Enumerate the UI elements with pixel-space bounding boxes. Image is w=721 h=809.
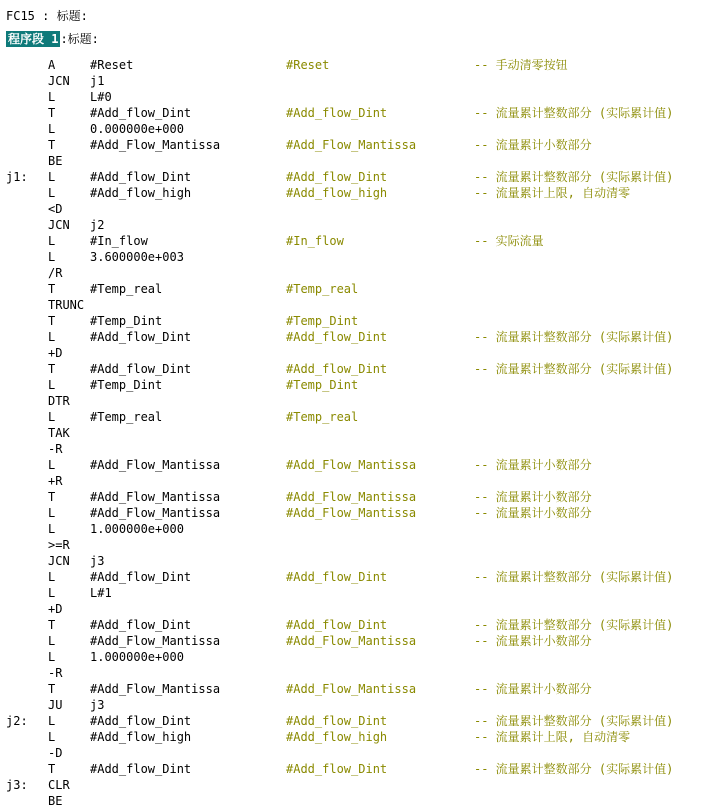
symbol-name: #Add_Flow_Mantissa	[286, 138, 417, 152]
operand: L#1	[90, 586, 112, 600]
instruction: T	[48, 682, 56, 696]
operand: #Add_Flow_Mantissa	[90, 138, 221, 152]
line-label: j3:	[6, 778, 28, 792]
symbol-name: #Add_Flow_Mantissa	[286, 682, 417, 696]
instruction: JCN	[48, 218, 70, 232]
operand: #Add_flow_Dint	[90, 362, 192, 376]
code-line[interactable]	[0, 281, 721, 297]
symbol-name: #Add_Flow_Mantissa	[286, 506, 417, 520]
symbol-name: #Temp_Dint	[286, 314, 359, 328]
operand: L#0	[90, 90, 112, 104]
code-line[interactable]	[0, 537, 721, 553]
instruction: L	[48, 730, 56, 744]
network-label[interactable]: 程序段 1	[8, 32, 59, 46]
code-line[interactable]	[0, 505, 721, 521]
operand: #Add_flow_Dint	[90, 714, 192, 728]
code-line[interactable]	[0, 153, 721, 169]
symbol-name: #Add_flow_high	[286, 186, 388, 200]
code-line[interactable]	[0, 249, 721, 265]
code-line[interactable]	[0, 441, 721, 457]
instruction: L	[48, 714, 56, 728]
operand: #Add_flow_Dint	[90, 570, 192, 584]
operand: 1.000000e+000	[90, 522, 184, 536]
symbol-comment: -- 流量累计小数部分	[474, 458, 592, 472]
symbol-name: #Add_flow_Dint	[286, 170, 388, 184]
instruction: BE	[48, 794, 63, 808]
code-line[interactable]	[0, 617, 721, 633]
instruction: T	[48, 314, 56, 328]
symbol-name: #Add_flow_Dint	[286, 570, 388, 584]
code-line[interactable]	[0, 201, 721, 217]
code-line[interactable]	[0, 377, 721, 393]
code-line[interactable]	[0, 185, 721, 201]
operand: #Temp_real	[90, 282, 163, 296]
code-line[interactable]	[0, 457, 721, 473]
symbol-comment: -- 流量累计整数部分 (实际累计值)	[474, 362, 674, 376]
code-line[interactable]	[0, 73, 721, 89]
symbol-comment: -- 流量累计小数部分	[474, 634, 592, 648]
instruction: T	[48, 362, 56, 376]
code-line[interactable]	[0, 761, 721, 777]
symbol-name: #Temp_real	[286, 410, 359, 424]
symbol-comment: -- 流量累计整数部分 (实际累计值)	[474, 106, 674, 120]
code-line[interactable]	[0, 89, 721, 105]
symbol-name: #Add_flow_Dint	[286, 714, 388, 728]
code-line[interactable]	[0, 169, 721, 185]
instruction: L	[48, 650, 56, 664]
instruction: CLR	[48, 778, 70, 792]
network-header[interactable]	[6, 31, 99, 47]
instruction: -R	[48, 666, 63, 680]
instruction: +D	[48, 602, 63, 616]
instruction: L	[48, 410, 56, 424]
code-line[interactable]	[0, 313, 721, 329]
symbol-name: #Temp_real	[286, 282, 359, 296]
code-line[interactable]	[0, 713, 721, 729]
symbol-name: #Add_flow_Dint	[286, 106, 388, 120]
code-line[interactable]	[0, 681, 721, 697]
operand: #Temp_real	[90, 410, 163, 424]
symbol-comment: -- 流量累计上限, 自动清零	[474, 730, 631, 744]
code-line[interactable]	[0, 601, 721, 617]
operand: j1	[90, 74, 105, 88]
operand: #In_flow	[90, 234, 148, 248]
instruction: A	[48, 58, 56, 72]
symbol-comment: -- 流量累计整数部分 (实际累计值)	[474, 570, 674, 584]
symbol-name: #Add_flow_high	[286, 730, 388, 744]
instruction: L	[48, 90, 56, 104]
instruction: +R	[48, 474, 63, 488]
symbol-name: #Add_flow_Dint	[286, 330, 388, 344]
symbol-name: #Add_Flow_Mantissa	[286, 490, 417, 504]
instruction: JCN	[48, 74, 70, 88]
instruction: T	[48, 282, 56, 296]
symbol-comment: -- 流量累计整数部分 (实际累计值)	[474, 330, 674, 344]
instruction: -R	[48, 442, 63, 456]
code-line[interactable]	[0, 297, 721, 313]
symbol-name: #Add_Flow_Mantissa	[286, 458, 417, 472]
code-line[interactable]	[0, 409, 721, 425]
symbol-name: #Temp_Dint	[286, 378, 359, 392]
instruction: L	[48, 586, 56, 600]
code-line[interactable]	[0, 585, 721, 601]
code-line[interactable]	[0, 665, 721, 681]
instruction: <D	[48, 202, 63, 216]
code-line[interactable]	[0, 329, 721, 345]
code-line[interactable]	[0, 777, 721, 793]
instruction: L	[48, 378, 56, 392]
operand: #Add_flow_high	[90, 730, 192, 744]
code-line[interactable]	[0, 137, 721, 153]
operand: #Add_Flow_Mantissa	[90, 490, 221, 504]
symbol-name: #Add_flow_Dint	[286, 618, 388, 632]
instruction: JCN	[48, 554, 70, 568]
symbol-comment: -- 实际流量	[474, 234, 544, 248]
operand: j3	[90, 554, 105, 568]
symbol-comment: -- 流量累计整数部分 (实际累计值)	[474, 714, 674, 728]
instruction: L	[48, 522, 56, 536]
instruction: /R	[48, 266, 63, 280]
code-line[interactable]	[0, 121, 721, 137]
code-line[interactable]	[0, 521, 721, 537]
operand: #Temp_Dint	[90, 378, 163, 392]
symbol-name: #Add_flow_Dint	[286, 362, 388, 376]
instruction: L	[48, 250, 56, 264]
symbol-name: #Reset	[286, 58, 330, 72]
code-line[interactable]	[0, 697, 721, 713]
operand: #Add_flow_Dint	[90, 170, 192, 184]
instruction: L	[48, 634, 56, 648]
operand: 1.000000e+000	[90, 650, 184, 664]
symbol-comment: -- 流量累计上限, 自动清零	[474, 186, 631, 200]
symbol-name: #Add_flow_Dint	[286, 762, 388, 776]
symbol-comment: -- 手动清零按钮	[474, 58, 568, 72]
instruction: L	[48, 186, 56, 200]
symbol-comment: -- 流量累计整数部分 (实际累计值)	[474, 618, 674, 632]
operand: #Add_Flow_Mantissa	[90, 506, 221, 520]
symbol-comment: -- 流量累计小数部分	[474, 138, 592, 152]
code-line[interactable]	[0, 745, 721, 761]
instruction: L	[48, 170, 56, 184]
code-line[interactable]	[0, 793, 721, 809]
block-title: FC15 : 标题:	[6, 9, 88, 23]
instruction: L	[48, 506, 56, 520]
line-label: j2:	[6, 714, 28, 728]
operand: 0.000000e+000	[90, 122, 184, 136]
code-line[interactable]	[0, 633, 721, 649]
instruction: T	[48, 762, 56, 776]
code-line[interactable]	[0, 217, 721, 233]
operand: #Add_flow_Dint	[90, 762, 192, 776]
operand: #Reset	[90, 58, 134, 72]
instruction: L	[48, 570, 56, 584]
instruction: +D	[48, 346, 63, 360]
symbol-comment: -- 流量累计小数部分	[474, 506, 592, 520]
code-line[interactable]	[0, 473, 721, 489]
operand: j3	[90, 698, 105, 712]
instruction: TRUNC	[48, 298, 85, 312]
operand: #Add_Flow_Mantissa	[90, 458, 221, 472]
instruction: BE	[48, 154, 63, 168]
operand: #Add_flow_high	[90, 186, 192, 200]
instruction: T	[48, 618, 56, 632]
instruction: L	[48, 122, 56, 136]
code-line[interactable]	[0, 393, 721, 409]
line-label: j1:	[6, 170, 28, 184]
code-line[interactable]	[0, 649, 721, 665]
operand: #Temp_Dint	[90, 314, 163, 328]
code-line[interactable]	[0, 265, 721, 281]
instruction: JU	[48, 698, 63, 712]
code-line[interactable]	[0, 569, 721, 585]
operand: 3.600000e+003	[90, 250, 184, 264]
code-line[interactable]	[0, 489, 721, 505]
operand: #Add_flow_Dint	[90, 618, 192, 632]
code-line[interactable]	[0, 425, 721, 441]
symbol-comment: -- 流量累计整数部分 (实际累计值)	[474, 762, 674, 776]
operand: j2	[90, 218, 105, 232]
instruction: L	[48, 330, 56, 344]
operand: #Add_flow_Dint	[90, 330, 192, 344]
symbol-comment: -- 流量累计小数部分	[474, 490, 592, 504]
symbol-name: #In_flow	[286, 234, 344, 248]
instruction: T	[48, 138, 56, 152]
instruction: TAK	[48, 426, 70, 440]
code-line[interactable]	[0, 345, 721, 361]
instruction: DTR	[48, 394, 70, 408]
instruction: >=R	[48, 538, 70, 552]
operand: #Add_flow_Dint	[90, 106, 192, 120]
instruction: T	[48, 106, 56, 120]
symbol-comment: -- 流量累计整数部分 (实际累计值)	[474, 170, 674, 184]
code-line[interactable]	[0, 361, 721, 377]
code-line[interactable]	[0, 233, 721, 249]
instruction: -D	[48, 746, 63, 760]
code-line[interactable]	[0, 729, 721, 745]
operand: #Add_Flow_Mantissa	[90, 634, 221, 648]
code-line[interactable]	[0, 57, 721, 73]
code-line[interactable]	[0, 553, 721, 569]
instruction: L	[48, 234, 56, 248]
code-line[interactable]	[0, 105, 721, 121]
network-title: :标题:	[60, 32, 99, 46]
instruction: T	[48, 490, 56, 504]
symbol-name: #Add_Flow_Mantissa	[286, 634, 417, 648]
instruction: L	[48, 458, 56, 472]
symbol-comment: -- 流量累计小数部分	[474, 682, 592, 696]
operand: #Add_Flow_Mantissa	[90, 682, 221, 696]
